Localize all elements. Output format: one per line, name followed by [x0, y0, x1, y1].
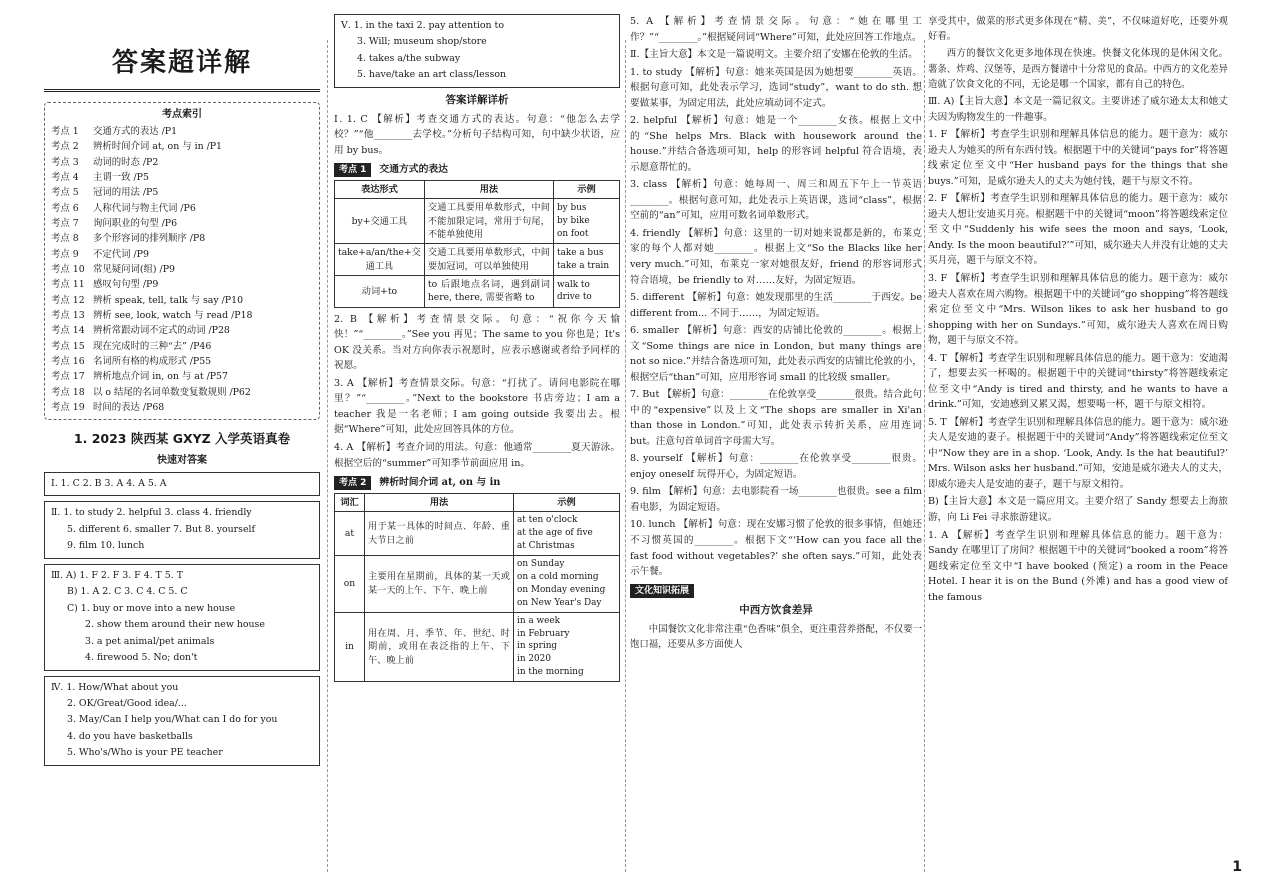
index-item-value: 冠词的用法 /P5: [93, 187, 159, 199]
answer-line: 9. film 10. lunch: [67, 540, 145, 552]
table-row: [335, 556, 620, 613]
answer-line: 4. firewood 5. No; don't: [85, 652, 198, 664]
index-item-value: 多个形容词的排列顺序 /P8: [93, 233, 206, 245]
culture-paragraph: 西方的餐饮文化更多地体现在快速。快餐文化体现的是休闲文化。薯条、炸鸡、汉堡等，是西方餐谱中十分常见的食品。中西方的文化差异造就了饮食文化的不同，无论是哪一个国家，都有自己的特色。: [928, 48, 1228, 90]
table-cell: by+交通工具: [335, 199, 425, 244]
answer-line: 5. Who's/Who is your PE teacher: [67, 747, 223, 759]
detail-title: 答案详解详析: [445, 93, 509, 106]
explanation-paragraph: 4. A 【解析】考查介词的用法。句意：他通常________夏天游泳。根据空后的“summer”可知季节前面应用 in。: [334, 442, 620, 469]
table-cell: on Sunday on a cold morning on Monday evening on New Year's Day: [514, 556, 620, 613]
explanation-paragraph: 6. smaller 【解析】句意：西安的店铺比伦敦的________。根据上文“Some things are nice in London, but many things are not so nice.”并结合备选项可知，此处表示西安的店铺比伦敦的小，根据空后“than”可知，应用形容词 small 的比较级 smaller。: [630, 325, 922, 383]
table-cell: at: [335, 512, 365, 556]
table-cell: in a week in February in spring in 2020 in the morning: [514, 612, 620, 682]
index-item-key: 考点 8: [51, 233, 79, 245]
index-item-key: 考点 19: [51, 401, 85, 413]
answer-line: 2. OK/Great/Good idea/...: [67, 697, 187, 709]
index-item-value: 名词所有格的构成形式 /P55: [93, 355, 212, 367]
table-header: 示例: [554, 181, 620, 199]
explanation-paragraph: 3. F 【解析】考查学生识别和理解具体信息的能力。题干意为：威尔逊夫人喜欢在周六购物。根据题干中的关键词“go shopping”将答题线索定位至文中“Mrs. Wilson likes to ask her husband to go shopping with her on Sundays.”可知，威尔逊夫人喜欢在周日购物，题干与原文不符。: [928, 273, 1228, 347]
index-item-key: 考点 1: [51, 126, 79, 137]
index-item-key: 考点 9: [51, 248, 79, 260]
index-item-value: 时间的表达 /P68: [93, 401, 165, 413]
index-item-key: 考点 14: [51, 325, 85, 337]
explanation-paragraph: 1. to study 【解析】句意：她来英国是因为她想要________英语。根据句意可知，此处表示学习，选词“study”，want to do sth. 想要做某事，为固定用法，此处应填动词不定式。: [630, 66, 922, 109]
explanation-paragraph: 5. T 【解析】考查学生识别和理解具体信息的能力。题干意为：威尔逊夫人是安迪的妻子。根据题干中的关键词“Andy”将答题线索定位至文中“Now they are in a shop. ‘Look, Andy. Is the hat beautiful?’ Mrs. Wilson asks her husband.”可知，安迪是威尔逊夫人的丈夫，即威尔逊夫人是安迪的妻子，题干与原文相符。: [928, 416, 1228, 490]
index-item: [51, 293, 313, 308]
culture-tag-row: [630, 584, 922, 599]
quick-answers-title: 快速对答案: [157, 454, 207, 466]
explanation-paragraph: 10. lunch 【解析】句意：现在安娜习惯了伦敦的很多事情，但她还不习惯英国的________。根据下文“‘How can you face all the fast food without vegetables?’ she often says.”可知，此处表示午餐。: [630, 519, 922, 578]
table-cell: at ten o'clock at the age of five at Christmas: [514, 512, 620, 556]
index-item-key: 考点 15: [51, 340, 85, 352]
answer-line: Ⅲ. A) 1. F 2. F 3. F 4. T 5. T: [51, 569, 183, 581]
index-item: [51, 247, 313, 262]
column-divider: [327, 40, 328, 872]
answer-line: 5. have/take an art class/lesson: [357, 69, 507, 81]
index-item-value: 感叹句句型 /P9: [93, 279, 159, 291]
explanation-paragraph: 2. B 【解析】考查情景交际。句意：“祝你今天愉快！”“________。”See you 再见；The same to you 你也是；It's OK 没关系。当对方向你表示祝愿时，应表示感谢或者给予同样的祝愿。: [334, 313, 620, 372]
index-item-value: 人称代词与物主代词 /P6: [93, 202, 196, 214]
table-row: [335, 244, 620, 276]
table-cell: in: [335, 612, 365, 682]
index-item: [51, 185, 313, 200]
index-item-value: 不定代词 /P9: [93, 248, 149, 260]
index-item-value: 主谓一致 /P5: [93, 171, 149, 183]
answer-line: Ⅱ. 1. to study 2. helpful 3. class 4. friendly: [51, 507, 252, 519]
explanation-paragraph: 3. A 【解析】考查情景交际。句意：“打扰了。请问电影院在哪里？”“________。”Next to the bookstore 书店旁边；I am a teacher 我是一名老师；I am going outside 我要出去。根据“Where”可知，此处应回答具体的方位。: [334, 377, 620, 436]
index-item-key: 考点 17: [51, 371, 85, 383]
topic-tag-row: [334, 162, 620, 178]
index-item-key: 考点 16: [51, 355, 85, 367]
topic-tag-row: [334, 475, 620, 491]
answers-section-4: [44, 676, 320, 766]
index-item: [51, 231, 313, 246]
explanation-paragraph: 1. F 【解析】考查学生识别和理解具体信息的能力。题干意为：威尔逊夫人为她买的所有东西付钱。根据题干中的关键词“pays for”将答题线索定位至文中“Her husband pays for the things that she buys.”可知，是威尔逊夫人的丈夫为她付钱，题干与原文不符。: [928, 129, 1228, 187]
index-item-value: 动词的时态 /P2: [93, 156, 159, 168]
topic-index: [44, 102, 320, 420]
table-row: [335, 612, 620, 682]
index-item: [51, 323, 313, 338]
answer-line: 3. Will; museum shop/store: [357, 36, 487, 48]
answer-line: Ⅴ. 1. in the taxi 2. pay attention to: [341, 20, 504, 31]
answer-line: 4. do you have basketballs: [67, 730, 193, 742]
index-heading: 考点索引: [162, 109, 202, 120]
table-row: [335, 276, 620, 308]
page-number: 1: [1232, 859, 1242, 875]
column-2: [334, 14, 620, 878]
explanation-paragraph: 1. A 【解析】考查学生识别和理解具体信息的能力。题干意为：Sandy 在哪里订了房间？根据题干中的关键词“booked a room”将答题线索定位至文中“I have booked (预定) a room in the Peace Hotel. I hear it is on the Bund (外滩) and has a good view of the famous: [928, 529, 1228, 603]
topic-tag: 考点 2: [334, 476, 371, 491]
table-header-row: [335, 181, 620, 199]
answer-line: 3. a pet animal/pet animals: [85, 635, 215, 647]
answers-section-2: [44, 501, 320, 558]
explanation-paragraph: Ⅰ. 1. C 【解析】考查交通方式的表达。句意：“他怎么去学校？”“他________去学校。”分析句子结构可知，句中缺少状语，应用 by bus。: [334, 113, 620, 156]
index-item: [51, 155, 313, 170]
index-list: [51, 124, 313, 415]
table-header-row: [335, 493, 620, 511]
index-item: [51, 124, 313, 139]
column-divider: [625, 40, 626, 872]
index-item-key: 考点 2: [51, 141, 79, 153]
table-cell: take+a/an/the+交通工具: [335, 244, 425, 276]
table-cell: by bus by bike on foot: [554, 199, 620, 244]
column-1: [44, 14, 320, 878]
table-cell: walk to drive to: [554, 276, 620, 308]
table-cell: take a bus take a train: [554, 244, 620, 276]
explanation-paragraph: 9. film 【解析】句意：去电影院看一场________也很贵。see a film 看电影，为固定短语。: [630, 486, 922, 513]
explanation-paragraph: 8. yourself 【解析】句意：________在伦敦享受________很贵。enjoy oneself 玩得开心，为固定短语。: [630, 453, 922, 480]
index-item-value: 辨析 speak, tell, talk 与 say /P10: [93, 294, 244, 306]
index-item-key: 考点 12: [51, 294, 85, 306]
answer-line: C) 1. buy or move into a new house: [67, 602, 236, 614]
topic-tag: 考点 1: [334, 163, 371, 178]
culture-paragraph: 中国餐饮文化非常注重“色香味”俱全，更注重营养搭配，不仅要一饱口福，还要从多方面使人: [630, 624, 922, 651]
answer-line: 4. takes a/the subway: [357, 52, 461, 64]
answer-line: 2. show them around their new house: [85, 619, 265, 631]
index-item-value: 询问职业的句型 /P6: [93, 217, 178, 229]
index-item-key: 考点 18: [51, 386, 85, 398]
table-header: 表达形式: [335, 181, 425, 199]
column-3: [630, 14, 922, 878]
index-item-value: 辨析地点介词 in, on 与 at /P57: [93, 371, 228, 383]
topic-tag-title: 辨析时间介词 at, on 与 in: [379, 477, 501, 489]
index-item: [51, 139, 313, 154]
column-divider: [924, 40, 925, 872]
explanation-paragraph: 5. different 【解析】句意：她发现那里的生活________于西安。be different from... 不同于……，为固定短语。: [630, 292, 922, 319]
table-cell: on: [335, 556, 365, 613]
section-summary: Ⅲ. A)【主旨大意】本文是一篇记叙文。主要讲述了威尔逊太太和她丈夫因为购物发生的一件趣事。: [928, 96, 1228, 123]
explanation-paragraph: 2. F 【解析】考查学生识别和理解具体信息的能力。题干意为：威尔逊夫人想让安迪买月亮。根据题干中的关键词“moon”将答题线索定位至文中“Suddenly his wife sees the moon and says, ‘Look, Andy. Is the moon beautiful?’”可知，威尔逊夫人并没有让她的丈夫买月亮，题干与原文不符。: [928, 193, 1228, 267]
answers-section-1: [44, 472, 320, 496]
index-item-key: 考点 13: [51, 309, 85, 321]
index-item: [51, 339, 313, 354]
index-item: [51, 277, 313, 292]
explanation-paragraph: 2. helpful 【解析】句意：她是一个________女孩。根据上文中的“She helps Mrs. Black with housework around the house.”并结合备选项可知，help 的形容词 helpful 符合语境，表示愿意帮忙的。: [630, 115, 922, 173]
index-item-key: 考点 3: [51, 156, 79, 168]
topic-tag-title: 交通方式的表达: [379, 164, 448, 176]
section-summary: B)【主旨大意】本文是一篇应用文。主要介绍了 Sandy 想要去上海旅游，向 Li Fei 寻求旅游建议。: [928, 496, 1228, 523]
index-item-key: 考点 5: [51, 187, 79, 199]
index-item-value: 常见疑问词(组) /P9: [93, 263, 175, 275]
index-item-key: 考点 4: [51, 171, 79, 183]
index-item: [51, 308, 313, 323]
table-cell: 交通工具要用单数形式，中间要加冠词，可以单独使用: [424, 244, 553, 276]
index-item: [51, 262, 313, 277]
explanation-paragraph: 5. A 【解析】考查情景交际。句意：“她在哪里工作？”“________。”根据疑问词“Where”可知，此处应回答工作地点。: [630, 16, 922, 43]
culture-title: 中西方饮食差异: [739, 604, 813, 617]
index-item-value: 辨析常跟动词不定式的动词 /P28: [93, 325, 230, 337]
table-cell: 用在周、月、季节、年、世纪、时期前，或用在表泛指的上午、下午、晚上前: [365, 612, 514, 682]
table-cell: 主要用在星期前，具体的某一天或某一天的上午、下午、晚上前: [365, 556, 514, 613]
index-item: [51, 400, 313, 415]
table-header: 词汇: [335, 493, 365, 511]
culture-tag: 文化知识拓展: [630, 584, 694, 599]
index-item: [51, 216, 313, 231]
page-title: 答案超详解: [111, 48, 252, 78]
transport-table: [334, 180, 620, 308]
table-row: [335, 199, 620, 244]
answers-section-3: [44, 564, 320, 671]
index-item-value: 现在完成时的三种“去” /P46: [93, 340, 212, 352]
index-item-key: 考点 7: [51, 217, 79, 229]
time-prepositions-table: [334, 493, 620, 682]
section-summary: Ⅱ.【主旨大意】本文是一篇说明文。主要介绍了安娜在伦敦的生活。: [630, 49, 918, 61]
explanation-paragraph: 7. But 【解析】句意：________在伦敦享受________很贵。结合此句中的“expensive”以及上文“The shops are smaller in Xi'an than those in London.”可知，此处表示转折关系，应用连词 but。注意句首单词首字母需大写。: [630, 389, 922, 447]
explanation-paragraph: 4. T 【解析】考查学生识别和理解具体信息的能力。题干意为：安迪渴了，想要去买一杯喝的。根据题干中的关键词“thirsty”将答题线索定位至文中“Andy is tired and thirsty, and he wants to have a drink.”可知，安迪感到又累又渴，想要喝一杯，题干与原文相符。: [928, 352, 1228, 411]
exam-title: 1. 2023 陕西某 GXYZ 入学英语真卷: [73, 431, 291, 447]
answer-line: Ⅰ. 1. C 2. B 3. A 4. A 5. A: [51, 477, 167, 489]
table-cell: 交通工具要用单数形式，中间不能加限定词，常用于句尾，不能单独使用: [424, 199, 553, 244]
index-item: [51, 170, 313, 185]
answer-line: 5. different 6. smaller 7. But 8. yourself: [67, 523, 255, 535]
table-header: 用法: [424, 181, 553, 199]
table-row: [335, 512, 620, 556]
index-item-value: 以 o 结尾的名词单数变复数规则 /P62: [93, 386, 251, 398]
index-item: [51, 369, 313, 384]
index-item-key: 考点 6: [51, 202, 79, 214]
explanation-paragraph: 3. class 【解析】句意：她每周一、周三和周五下午上一节英语________。根据句意可知，此处表示上英语课，选词“class”，根据空前的“an”可知，应用可数名词单数形式。: [630, 179, 922, 222]
table-header: 用法: [365, 493, 514, 511]
index-item-value: 辨析时间介词 at, on 与 in /P1: [93, 141, 223, 153]
index-item: [51, 201, 313, 216]
index-item-value: 交通方式的表达 /P1: [93, 126, 178, 137]
answer-line: Ⅳ. 1. How/What about you: [51, 681, 179, 693]
answers-section-5: [334, 14, 620, 88]
answer-line: 3. May/Can I help you/What can I do for you: [67, 714, 278, 726]
explanation-paragraph: 4. friendly 【解析】句意：这里的一切对她来说都是新的，布莱克家的每个人都对她________。根据上文“So the Blacks like her very much.”可知，布莱克一家对她很友好，friend 的形容词形式符合语境，be friendly to 对……友好，为固定短语。: [630, 227, 922, 286]
title-underline: [44, 89, 320, 92]
index-item-key: 考点 10: [51, 263, 85, 275]
answer-line: B) 1. A 2. C 3. C 4. C 5. C: [67, 586, 188, 598]
table-cell: 用于某一具体的时间点、年龄、重大节日之前: [365, 512, 514, 556]
index-item-value: 辨析 see, look, watch 与 read /P18: [93, 309, 253, 321]
column-4: [928, 14, 1228, 878]
table-header: 示例: [514, 493, 620, 511]
culture-paragraph: 享受其中，做菜的形式更多体现在“精、美”，不仅味道好吃，还要外观好看。: [928, 16, 1228, 43]
index-item: [51, 354, 313, 369]
table-cell: 动词+to: [335, 276, 425, 308]
table-cell: to 后跟地点名词，遇到副词 here, there, 需要省略 to: [424, 276, 553, 308]
index-item: [51, 385, 313, 400]
index-item-key: 考点 11: [51, 279, 85, 291]
